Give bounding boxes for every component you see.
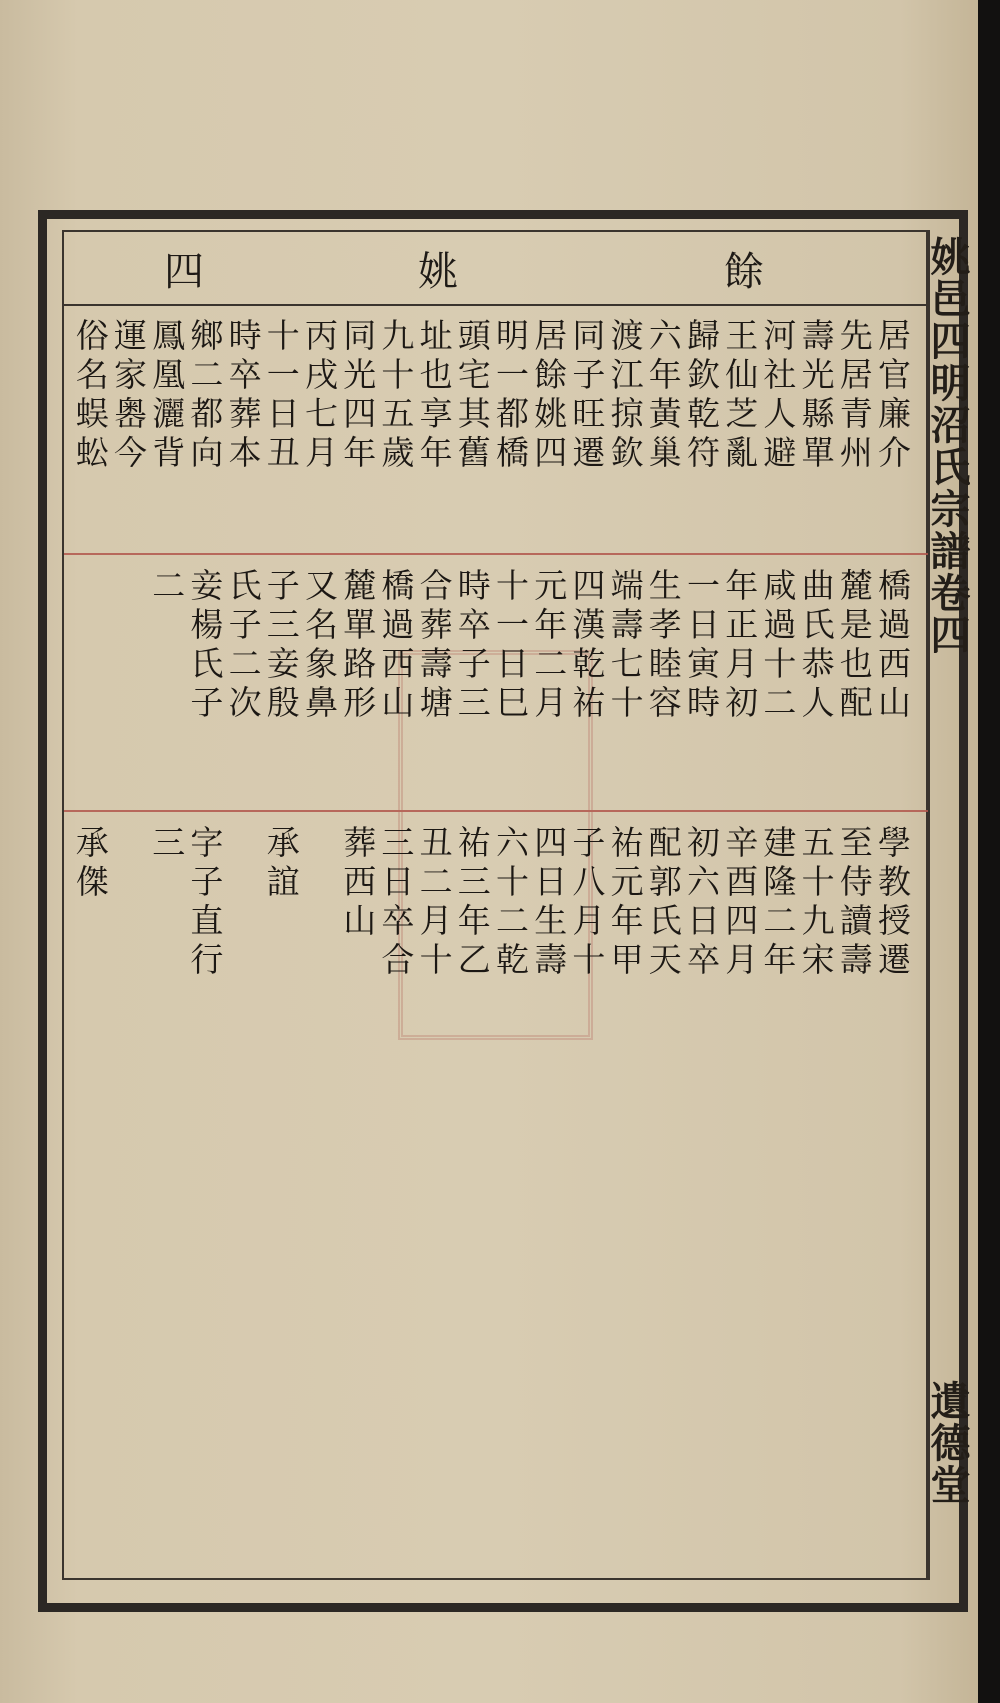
text-column-mid: 二 — [147, 568, 187, 607]
text-column-top: 先居青州 — [834, 318, 874, 474]
text-column-mid: 曲氏恭人 — [796, 568, 836, 724]
text-column-bot: 配郭氏天 — [643, 825, 683, 981]
text-column-bot: 六十二乾 — [491, 825, 530, 981]
text-column-top: 同光四年 — [338, 318, 378, 474]
text-column-bot: 辛酉四月 — [720, 825, 760, 981]
text-column-top: 王仙芝亂 — [720, 318, 760, 474]
text-column-mid: 橋過西山 — [873, 568, 912, 724]
text-column-top: 俗名蜈蚣 — [70, 318, 110, 474]
volume-label: 卷四 — [924, 572, 971, 656]
text-column-top: 明一都橋 — [491, 318, 530, 474]
text-column-top: 時卒葬本 — [223, 318, 263, 474]
text-column-bot: 建隆二年 — [758, 825, 798, 981]
text-column-top: 頭宅其舊 — [452, 318, 492, 474]
text-column-top: 址也享年 — [414, 318, 454, 474]
header-char: 四 — [164, 249, 204, 295]
text-column-mid: 時卒子三 — [452, 568, 492, 724]
text-column-bot: 三日卒合 — [376, 825, 416, 981]
text-column-top: 九十五歲 — [376, 318, 416, 474]
text-column-top: 丙戌七月 — [300, 318, 339, 474]
text-column-mid: 又名象鼻 — [300, 568, 339, 724]
text-column-bot: 三 — [147, 825, 187, 864]
text-column-top: 鄉二都向 — [185, 318, 225, 474]
header-char: 姚 — [418, 249, 458, 295]
book-edge — [978, 0, 1000, 1703]
text-column-mid: 子三妾殷 — [261, 568, 301, 724]
text-column-bot: 承誼 — [261, 825, 301, 903]
text-column-mid: 端壽七十 — [605, 568, 645, 724]
text-column-bot: 子八月十 — [567, 825, 607, 981]
text-column-bot: 五十九宋 — [796, 825, 836, 981]
text-column-mid: 元年二月 — [529, 568, 569, 724]
text-column-mid: 麓是也配 — [834, 568, 874, 724]
text-column-top: 歸欽乾符 — [682, 318, 721, 474]
text-column-bot: 葬西山 — [338, 825, 378, 942]
text-column-top: 渡江掠欽 — [605, 318, 645, 474]
text-column-top: 居餘姚四 — [529, 318, 569, 474]
text-column-bot: 丑二月十 — [414, 825, 454, 981]
text-column-mid: 年正月初 — [720, 568, 760, 724]
hall-name: 遺德堂 — [924, 1380, 971, 1506]
text-column-mid: 四漢乾祐 — [567, 568, 607, 724]
text-column-bot: 初六日卒 — [682, 825, 721, 981]
text-column-bot: 祐三年乙 — [452, 825, 492, 981]
text-column-mid: 咸過十二 — [758, 568, 798, 724]
text-column-mid: 麓單路形 — [338, 568, 378, 724]
text-column-top: 居官廉介 — [873, 318, 912, 474]
text-column-top: 六年黃巢 — [643, 318, 683, 474]
text-column-top: 鳳凰灑背 — [147, 318, 187, 474]
text-column-top: 河社人避 — [758, 318, 798, 474]
text-column-mid: 妾楊氏子 — [185, 568, 225, 724]
text-column-bot: 學教授遷 — [873, 825, 912, 981]
register-rule — [64, 553, 928, 555]
text-column-mid: 氏子二次 — [223, 568, 263, 724]
text-column-mid: 一日寅時 — [682, 568, 721, 724]
text-column-bot: 承傑 — [70, 825, 110, 903]
text-column-mid: 橋過西山 — [376, 568, 416, 724]
text-column-top: 同子旺遷 — [567, 318, 607, 474]
book-title — [924, 236, 976, 1576]
text-column-mid: 合葬壽塘 — [414, 568, 454, 724]
text-column-top: 壽光縣單 — [796, 318, 836, 474]
text-column-bot: 字子直行 — [185, 825, 225, 981]
text-column-bot: 四日生壽 — [529, 825, 569, 981]
text-column-top: 十一日丑 — [261, 318, 301, 474]
text-column-mid: 生孝睦容 — [643, 568, 683, 724]
title-main: 姚邑四明沼氏宗譜 — [924, 236, 971, 572]
text-column-bot: 祐元年甲 — [605, 825, 645, 981]
text-column-mid: 十一日巳 — [491, 568, 530, 724]
text-column-bot: 至侍讀壽 — [834, 825, 874, 981]
header-char: 餘 — [724, 249, 764, 295]
generation-header — [64, 232, 926, 306]
text-column-top: 運家嶴今 — [109, 318, 148, 474]
